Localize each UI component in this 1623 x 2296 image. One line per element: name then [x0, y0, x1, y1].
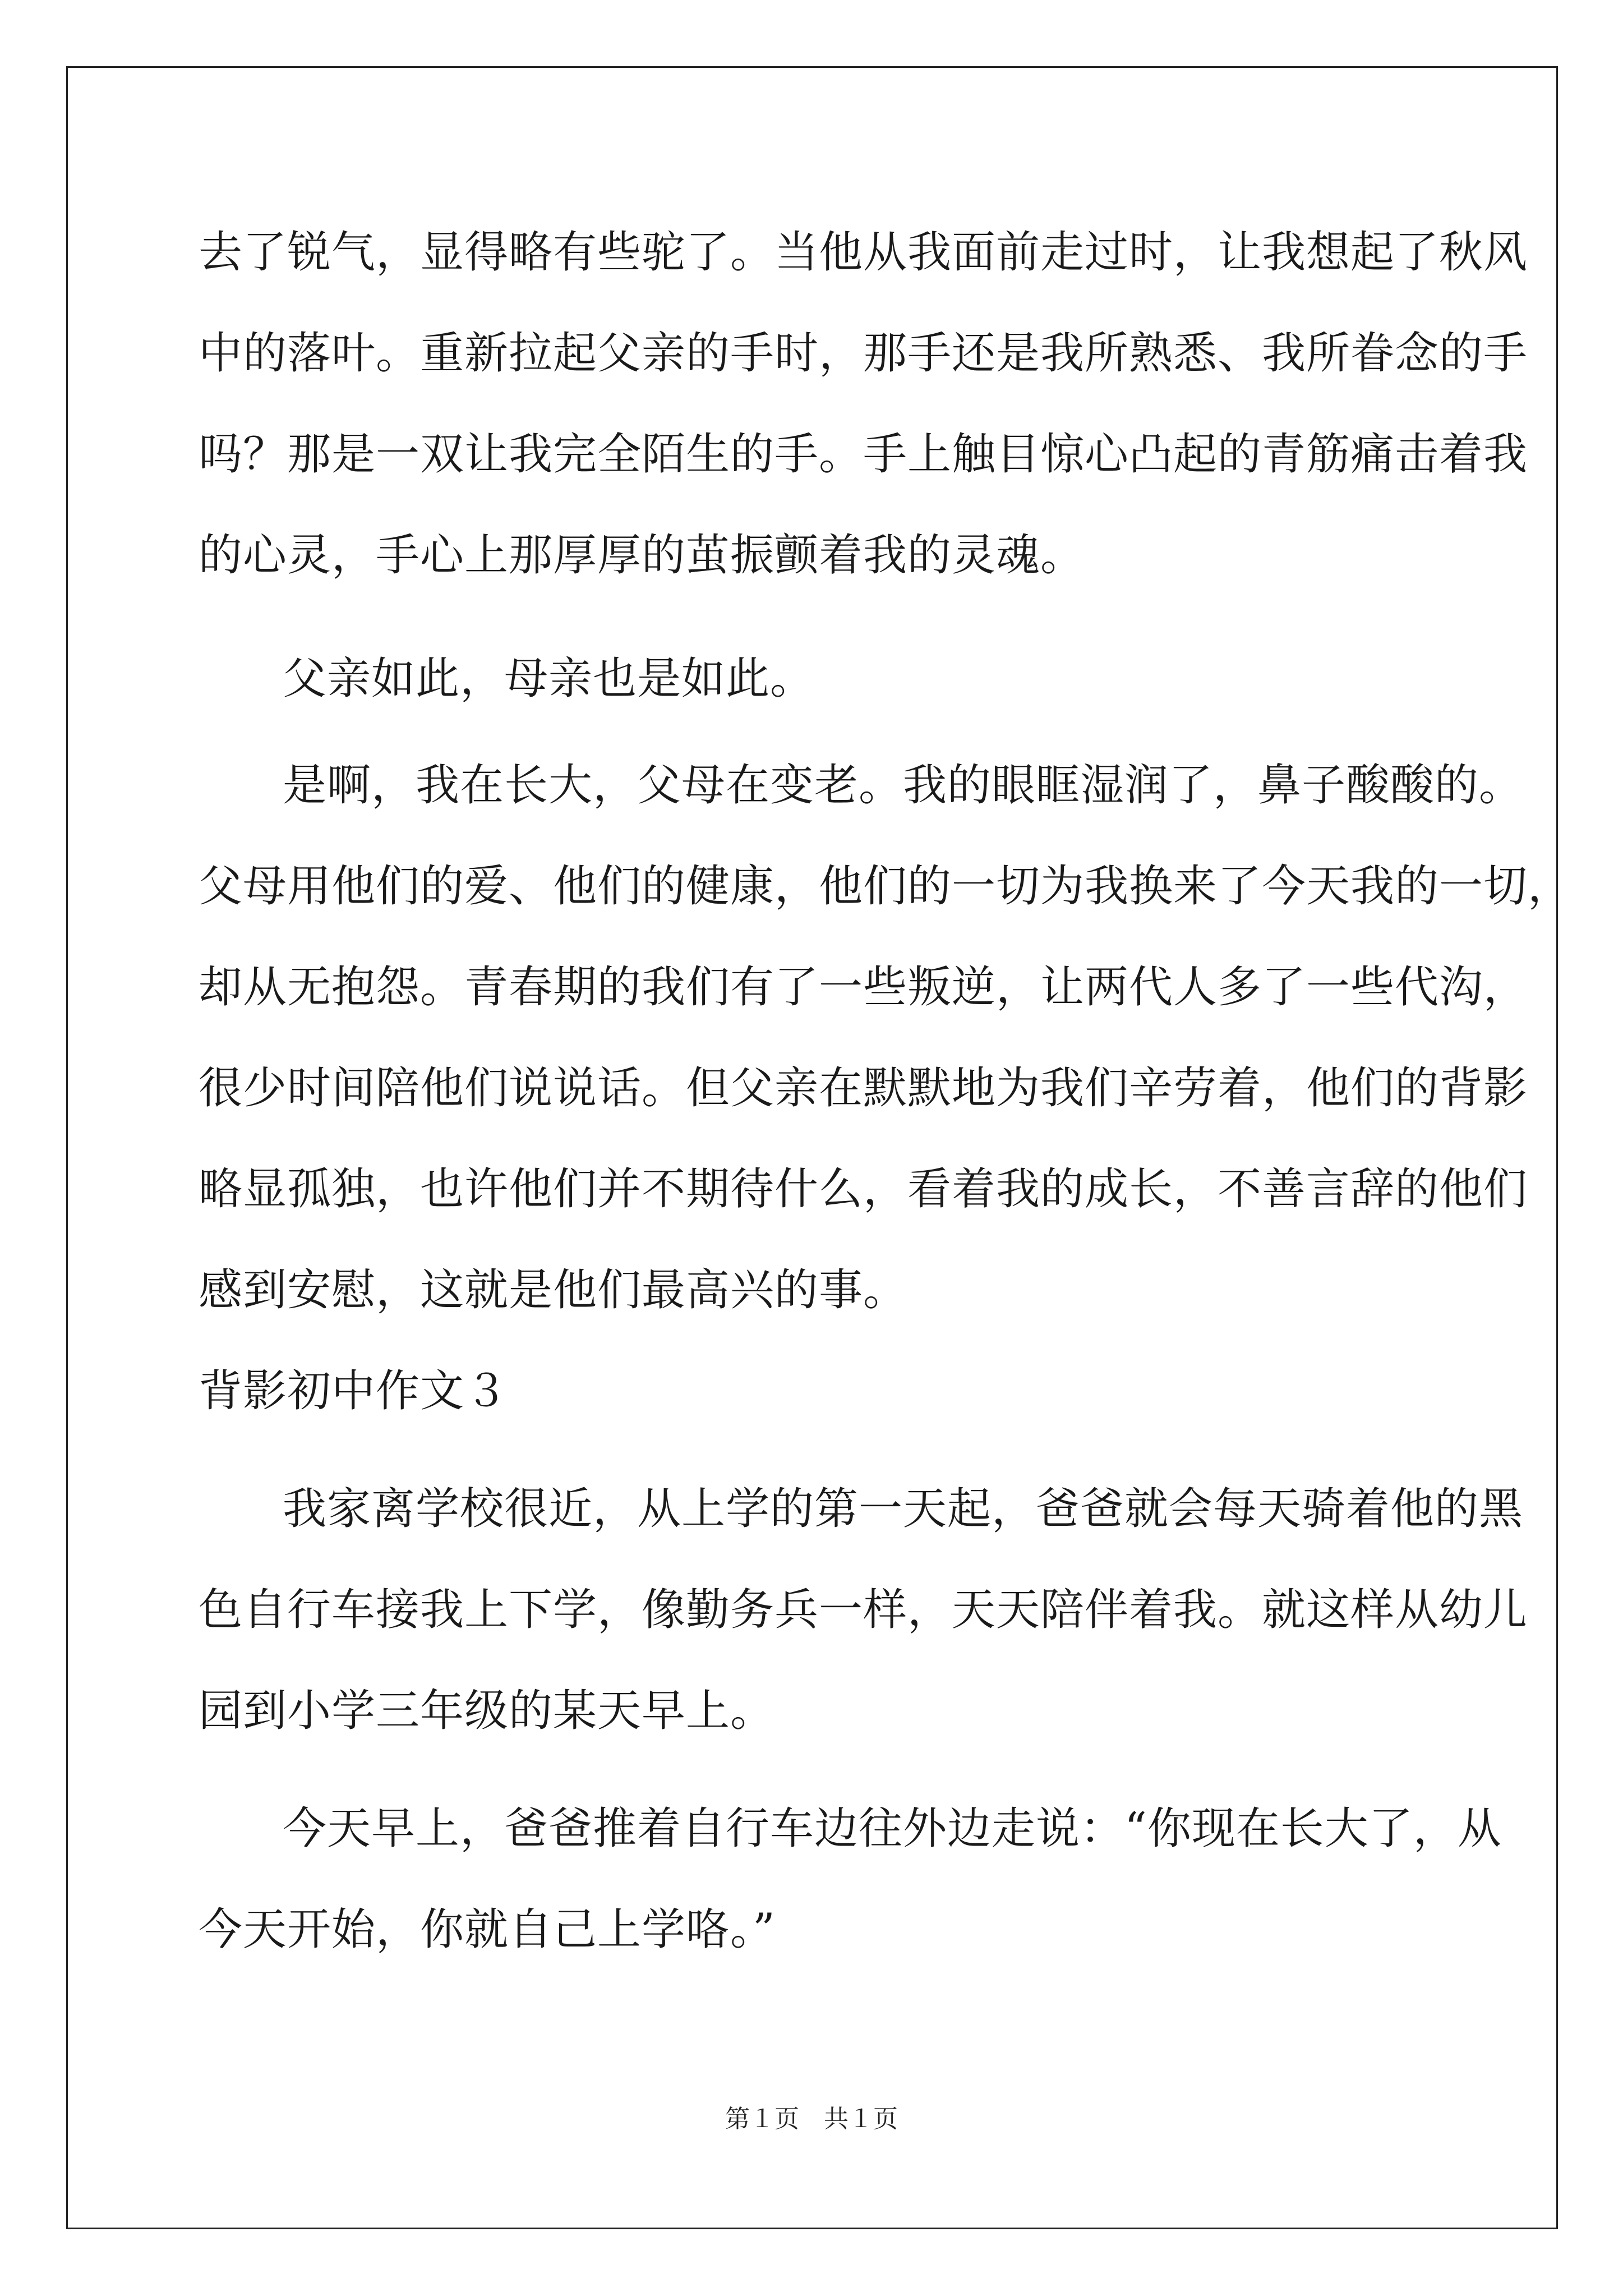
- paragraph-line: 却从无抱怨。青春期的我们有了一些叛逆，让两代人多了一些代沟，: [199, 962, 1528, 1013]
- paragraph-line: 今天早上，爸爸推着自行车边往外边走说：“你现在长大了，从: [283, 1803, 1502, 1854]
- page-total: 共１页: [824, 2105, 898, 2133]
- paragraph-line: 园到小学三年级的某天早上。: [199, 1686, 775, 1736]
- paragraph-line: 我家离学校很近，从上学的第一天起，爸爸就会每天骑着他的黑: [283, 1484, 1524, 1534]
- paragraph-line: 色自行车接我上下学，像勤务兵一样，天天陪伴着我。就这样从幼儿: [199, 1585, 1528, 1635]
- paragraph-line: 中的落叶。重新拉起父亲的手时，那手还是我所熟悉、我所眷念的手: [199, 328, 1528, 379]
- paragraph-line: 感到安慰，这就是他们最高兴的事。: [199, 1265, 908, 1315]
- paragraph-line: 的心灵，手心上那厚厚的茧振颤着我的灵魂。: [199, 530, 1085, 581]
- paragraph-line: 是啊，我在长大，父母在变老。我的眼眶湿润了，鼻子酸酸的。: [283, 760, 1524, 811]
- paragraph-line: 吗？那是一双让我完全陌生的手。手上触目惊心凸起的青筋痛击着我: [199, 429, 1528, 480]
- paragraph-line: 去了锐气，显得略有些驼了。当他从我面前走过时，让我想起了秋风: [199, 227, 1528, 278]
- paragraph-line: 很少时间陪他们说说话。但父亲在默默地为我们辛劳着，他们的背影: [199, 1063, 1528, 1114]
- page-footer: [0, 2102, 1623, 2136]
- paragraph-line: 略显孤独，也许他们并不期待什么，看着我的成长，不善言辞的他们: [199, 1164, 1528, 1214]
- paragraph-line: 今天开始，你就自己上学咯。”: [199, 1904, 776, 1955]
- paragraph-line: 父亲如此，母亲也是如此。: [283, 654, 815, 704]
- page-number: 第１页: [725, 2105, 799, 2133]
- paragraph-line: 父母用他们的爱、他们的健康，他们的一切为我换来了今天我的一切，: [199, 861, 1573, 912]
- section-heading: 背影初中作文３: [199, 1366, 509, 1416]
